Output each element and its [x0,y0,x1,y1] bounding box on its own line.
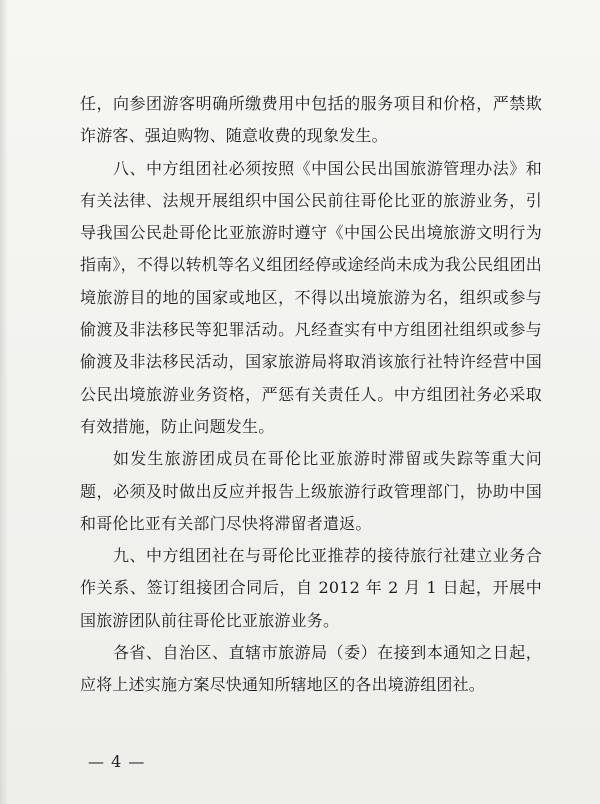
paragraph-continuation: 任，向参团游客明确所缴费用中包括的服务项目和价格，严禁欺诈游客、强迫购物、随意收费的现象发生。 [80,94,542,146]
paragraph-incident-handling: 如发生旅游团成员在哥伦比亚旅游时滞留或失踪等重大问题，必须及时做出反应并报告上级旅游行政管理部门，协助中国和哥伦比亚有关部门尽快将滞留者遣返。 [80,449,542,533]
paragraph-article-8: 八、中方组团社必须按照《中国公民出国旅游管理办法》和有关法律、法规开展组织中国公民前往哥伦比亚的旅游业务，引导我国公民赴哥伦比亚旅游时遵守《中国公民出境旅游文明行为指南》，不得以转机等名义组团经停或途经尚未成为我公民组团出境旅游目的地的国家或地区，不得以出境旅游为名，组织或参与偷渡及非法移民等犯罪活动。凡经查实有中方组团社组织或参与偷渡及非法移民活动，国家旅游局将取消该旅行社特许经营中国公民出境旅游业务资格，严惩有关责任人。中方组团社务必采取有效措施，防止问题发生。 [80,158,542,436]
document-body [80,88,542,702]
page-number: — 4 — [88,752,146,771]
paragraph-notification: 各省、自治区、直辖市旅游局（委）在接到本通知之日起，应将上述实施方案尽快通知所辖地区的各出境游组团社。 [80,643,542,695]
scan-edge-shadow [0,0,8,804]
paragraph-article-9: 九、中方组团社在与哥伦比亚推荐的接待旅行社建立业务合作关系、签订组接团合同后，自 2012 年 2 月 1 日起，开展中国旅游团队前往哥伦比亚旅游业务。 [80,546,542,630]
